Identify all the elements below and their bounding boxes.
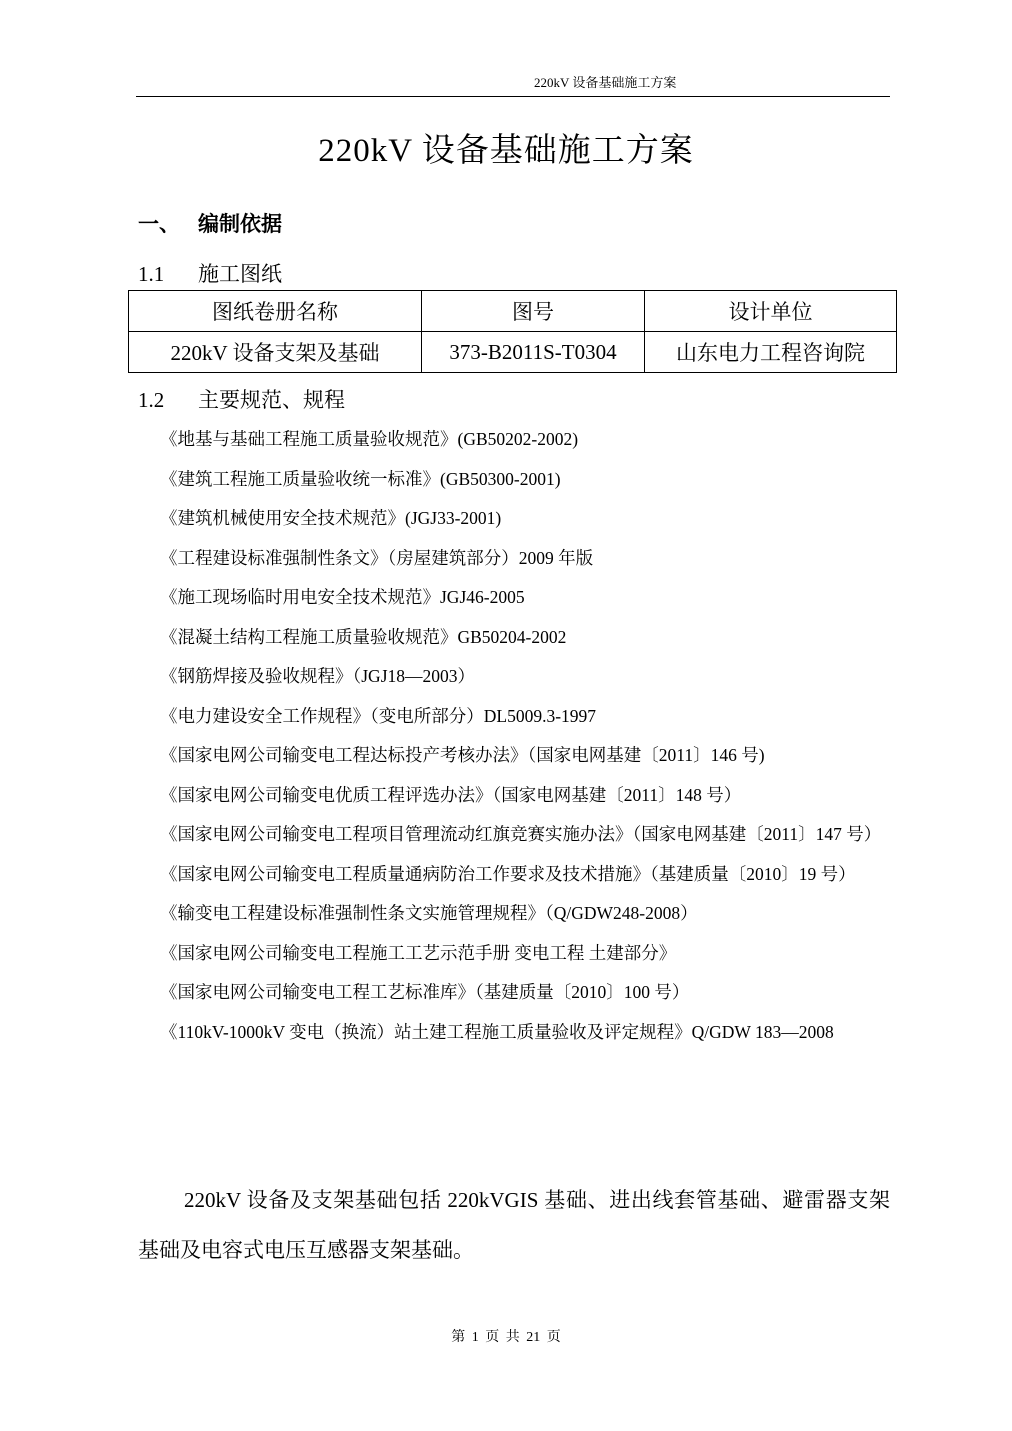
spec-item: 《国家电网公司输变电工程质量通病防治工作要求及技术措施》（基建质量〔2010〕19 号） (160, 863, 856, 884)
drawing-table (128, 290, 897, 373)
subsection-title: 施工图纸 (198, 262, 282, 286)
section-title: 编制依据 (198, 212, 282, 236)
page-header (136, 72, 890, 97)
spec-item: 《地基与基础工程施工质量验收规范》(GB50202-2002) (160, 429, 579, 449)
spec-item: 《国家电网公司输变电工程项目管理流动红旗竞赛实施办法》（国家电网基建〔2011〕147 号） (160, 824, 882, 844)
body-paragraph: 220kV 设备及支架基础包括 220kVGIS 基础、进出线套管基础、避雷器支架基础及电容式电压互感器支架基础。 (138, 1188, 890, 1262)
table-header-cell: 图纸卷册名称 (129, 291, 422, 332)
section-number: 一、 (138, 212, 180, 236)
spec-item: 《施工现场临时用电安全技术规范》JGJ46-2005 (160, 587, 525, 607)
spec-item: 《电力建设安全工作规程》（变电所部分）DL5009.3-1997 (160, 705, 597, 726)
spec-item: 《工程建设标准强制性条文》（房屋建筑部分）2009 年版 (160, 547, 594, 568)
spec-list (138, 420, 890, 1052)
spec-item: 《国家电网公司输变电优质工程评选办法》（国家电网基建〔2011〕148 号） (160, 784, 742, 805)
spec-item: 《建筑机械使用安全技术规范》(JGJ33-2001) (160, 508, 502, 528)
spec-item: 《国家电网公司输变电工程工艺标准库》（基建质量〔2010〕100 号） (160, 982, 690, 1002)
table-header-cell: 设计单位 (645, 291, 897, 332)
table-cell: 373-B2011S-T0304 (422, 332, 645, 373)
page-footer: 第 1 页 共 21 页 (451, 1330, 561, 1345)
spec-item: 《钢筋焊接及验收规程》（JGJ18—2003） (160, 666, 476, 686)
subsection-title: 主要规范、规程 (198, 388, 345, 412)
table-cell: 220kV 设备支架及基础 (129, 332, 422, 373)
table-header-cell: 图号 (422, 291, 645, 332)
spec-item: 《国家电网公司输变电工程施工工艺示范手册 变电工程 土建部分》 (160, 942, 677, 963)
subsection-number: 1.2 (138, 388, 165, 412)
spec-item: 《国家电网公司输变电工程达标投产考核办法》（国家电网基建〔2011〕146 号) (160, 745, 765, 765)
subsection-heading-1-2 (138, 384, 345, 414)
table-header-row (129, 291, 897, 332)
spec-item: 《110kV-1000kV 变电（换流）站土建工程施工质量验收及评定规程》Q/GDW 183—2008 (160, 1021, 834, 1042)
table-cell: 山东电力工程咨询院 (645, 332, 897, 373)
subsection-heading-1-1 (138, 258, 282, 288)
subsection-number: 1.1 (138, 262, 165, 286)
spec-item: 《建筑工程施工质量验收统一标准》(GB50300-2001) (160, 468, 561, 489)
table-row (129, 332, 897, 373)
section-heading-1 (138, 208, 282, 238)
spec-item: 《输变电工程建设标准强制性条文实施管理规程》（Q/GDW248-2008） (160, 903, 698, 923)
document-title: 220kV 设备基础施工方案 (318, 133, 694, 169)
spec-item: 《混凝土结构工程施工质量验收规范》GB50204-2002 (160, 626, 567, 647)
header-text: 220kV 设备基础施工方案 (534, 75, 677, 90)
